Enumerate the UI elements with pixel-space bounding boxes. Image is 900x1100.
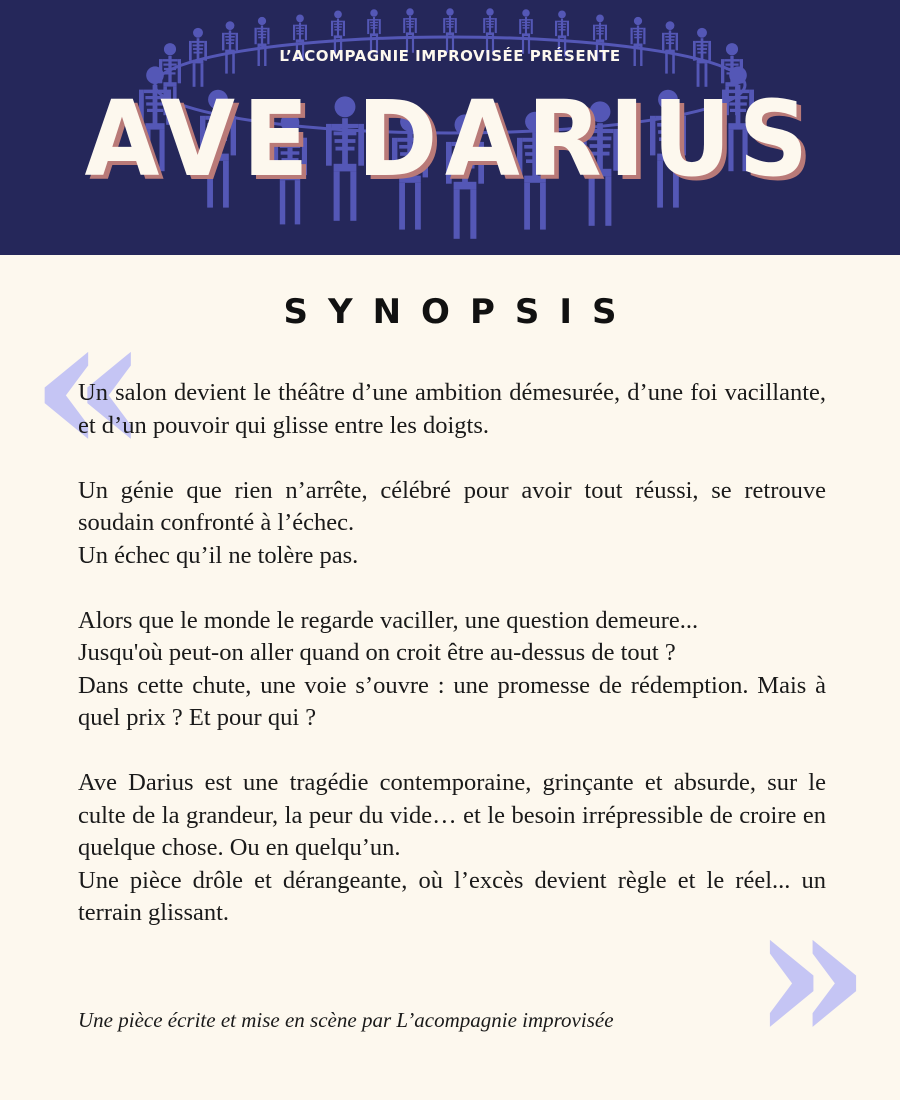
synopsis-line: Une pièce drôle et dérangeante, où l’excès devient règle et le réel... un terrain glissant. — [78, 866, 826, 926]
synopsis-body — [78, 377, 826, 962]
synopsis-paragraph-4 — [78, 767, 826, 930]
open-quote-icon: « — [30, 273, 149, 496]
close-quote-icon: » — [752, 861, 871, 1084]
synopsis-line: Ave Darius est une tragédie contemporaine, grinçante et absurde, sur le culte de la grandeur, la peur du vide… et le besoin irrépressible de croire en quelque chose. Ou en quelqu’un. — [78, 769, 826, 861]
synopsis-line: Jusqu'où peut-on aller quand on croit être au-dessus de tout ? — [78, 639, 676, 666]
synopsis-paragraph-2 — [78, 475, 826, 573]
credit-line: Une pièce écrite et mise en scène par L’acompagnie improvisée — [78, 1008, 614, 1032]
presenter-line: L’ACOMPAGNIE IMPROVISÉE PRÉSENTE — [279, 47, 621, 65]
synopsis-line: Alors que le monde le regarde vaciller, une question demeure... — [78, 606, 699, 634]
synopsis-line: Un échec qu’il ne tolère pas. — [78, 541, 359, 569]
synopsis-line: Un salon devient le théâtre d’une ambition démesurée, d’une foi vacillante, et d’un pouvoir qui glisse entre les doigts. — [78, 379, 826, 439]
synopsis-paragraph-1 — [78, 377, 826, 442]
poster-header — [0, 0, 900, 255]
synopsis-line: Dans cette chute, une voie s’ouvre : une promesse de rédemption. Mais à quel prix ? Et pour qui ? — [78, 671, 826, 731]
synopsis-paragraph-3 — [78, 605, 826, 735]
show-title: AVE DARIUS — [84, 78, 816, 200]
synopsis-heading: SYNOPSIS — [283, 292, 637, 332]
synopsis-line: Un génie que rien n’arrête, célébré pour avoir tout réussi, se retrouve soudain confronté à l’échec. — [78, 476, 826, 536]
